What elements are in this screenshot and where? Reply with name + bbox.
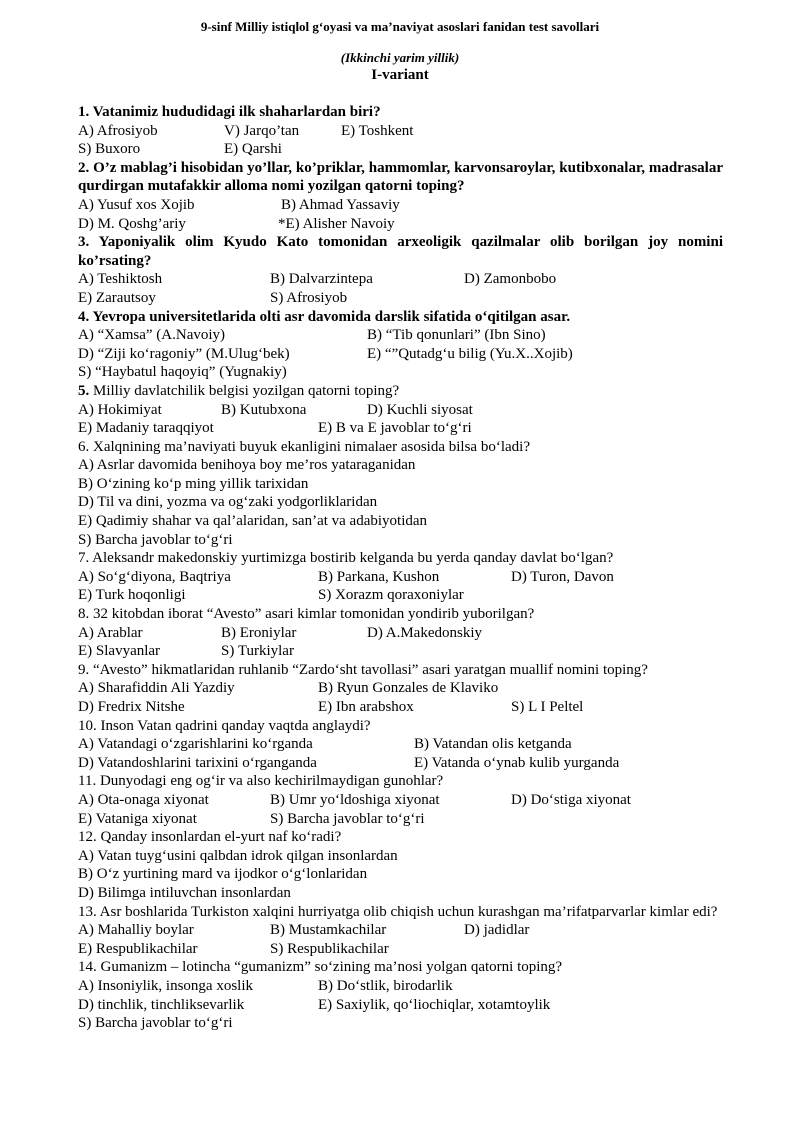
answer-option: E) Vataniga xiyonat (78, 810, 197, 827)
answer-option: E) Ibn arabshox (318, 699, 414, 715)
question-text: 8. 32 kitobdan iborat “Avesto” asari kimlar tomonidan yondirib yuborilgan? (78, 606, 535, 623)
answer-row (78, 401, 723, 420)
answer-row (78, 1014, 723, 1033)
answer-option: S) Barcha javoblar to‘g‘ri (270, 810, 425, 827)
answer-option: E) Turk hoqonligi (78, 587, 186, 604)
answer-option: B) O‘zining ko‘p ming yillik tarixidan (78, 475, 309, 492)
question-3 (78, 233, 723, 307)
answer-option: E) B va E javoblar to‘g‘ri (318, 420, 472, 437)
answer-option: E) Madaniy taraqqiyot (78, 420, 214, 437)
question-5 (78, 382, 723, 438)
answer-option: S) Afrosiyob (270, 289, 348, 306)
question-text: 13. Asr boshlarida Turkiston xalqini hurriyatga olib chiqish uchun kurashgan ma’rifatparvarlar kimlar edi? (78, 903, 718, 920)
question-2 (78, 159, 723, 233)
answer-option: D) Vatandoshlarini tarixini o‘rganganda (78, 754, 317, 771)
question-10 (78, 717, 723, 773)
answer-row (78, 996, 723, 1015)
answer-option: D) Do‘stiga xiyonat (511, 791, 631, 808)
answer-option: D) Turon, Davon (511, 568, 614, 585)
answer-option: D) A.Makedonskiy (367, 624, 482, 641)
answer-option: A) Insoniylik, insonga xoslik (78, 977, 253, 994)
answer-option: D) Kuchli siyosat (367, 401, 473, 418)
question-body: Milliy davlatchilik belgisi yozilgan qatorni toping? (89, 382, 400, 399)
answer-row (78, 289, 723, 308)
answer-option: A) So‘g‘diyona, Baqtriya (78, 568, 231, 585)
answer-option: S) Xorazm qoraxoniylar (318, 587, 464, 604)
answer-option: B) Do‘stlik, birodarlik (318, 977, 453, 994)
answer-option: V) Jarqo’tan (224, 122, 300, 139)
answer-row (78, 754, 723, 773)
answer-row (78, 140, 723, 159)
answer-row (78, 940, 723, 959)
answer-row (78, 624, 723, 643)
question-text: 2. O’z mablag’i hisobidan yo’llar, ko’priklar, hammomlar, karvonsaroylar, kutibxonalar, madrasalar qurdirgan mutafakkir alloma nomi yozilgan qatorni toping? (78, 159, 723, 195)
answer-option: A) Hokimiyat (78, 401, 162, 418)
answer-option: E) Respublikachilar (78, 940, 198, 957)
answer-row (78, 810, 723, 829)
question-text (78, 382, 723, 401)
answer-option: E) Vatanda o‘ynab kulib yurganda (414, 754, 620, 771)
question-7 (78, 549, 723, 605)
answer-row (78, 679, 723, 698)
answer-option: A) Afrosiyob (78, 122, 158, 139)
answer-row (78, 586, 723, 605)
question-text: 14. Gumanizm – lotincha “gumanizm” so‘zining ma’nosi yolgan qatorni toping? (78, 959, 563, 976)
answer-row (78, 363, 723, 382)
answer-option: A) Yusuf xos Xojib (78, 196, 195, 213)
answer-row (78, 326, 723, 345)
answer-row (78, 196, 723, 215)
answer-option: D) M. Qoshg’ariy (78, 215, 186, 232)
answer-option: B) “Tib qonunlari” (Ibn Sino) (367, 327, 546, 344)
answer-row (78, 568, 723, 587)
answer-option: A) Vatandagi o‘zgarishlarini ko‘rganda (78, 736, 313, 753)
answer-row (78, 215, 723, 234)
answer-option: B) Parkana, Kushon (318, 568, 440, 585)
question-list (78, 103, 723, 1033)
question-8 (78, 605, 723, 661)
answer-option: A) Sharafiddin Ali Yazdiy (78, 680, 235, 697)
question-text: 4. Yevropa universitetlarida olti asr davomida darslik sifatida o‘qitilgan asar. (78, 308, 571, 325)
answer-row (78, 345, 723, 364)
answer-option: B) Ryun Gonzales de Klaviko (318, 680, 499, 697)
answer-option: D) Til va dini, yozma va og‘zaki yodgorliklaridan (78, 494, 378, 511)
answer-option: A) “Xamsa” (A.Navoiy) (78, 327, 226, 344)
answer-option: B) Eroniylar (221, 624, 297, 641)
answer-option: S) L I Peltel (511, 699, 584, 715)
answer-option: S) Respublikachilar (270, 940, 389, 957)
question-text: 3. Yaponiyalik olim Kyudo Kato tomonidan arxeoligik qazilmalar olib borilgan joy nomini ko’rsating? (78, 234, 723, 269)
answer-option: A) Teshiktosh (78, 271, 163, 288)
question-text: 11. Dunyodagi eng og‘ir va also kechirilmaydigan gunohlar? (78, 773, 444, 790)
question-text: 6. Xalqnining ma’naviyati buyuk ekanligini nimalaer asosida bilsa bo‘ladi? (78, 438, 530, 455)
answer-option: A) Asrlar davomida benihoya boy me’ros yataraganidan (78, 457, 416, 474)
answer-option: *E) Alisher Navoiy (278, 215, 395, 232)
answer-row (78, 270, 723, 289)
answer-option: D) Zamonbobo (464, 271, 557, 288)
answer-option: D) Fredrix Nitshe (78, 699, 185, 715)
document-title: 9-sinf Milliy istiqlol g‘oyasi va ma’naviyat asoslari fanidan test savollari (200, 19, 600, 34)
question-6 (78, 438, 723, 550)
answer-row (78, 419, 723, 438)
answer-option: B) Kutubxona (221, 401, 307, 418)
question-1 (78, 103, 723, 159)
answer-option: B) Ahmad Yassaviy (281, 196, 400, 213)
answer-option: E) Saxiylik, qo‘liochiqlar, xotamtoylik (318, 996, 551, 1013)
answer-option: S) “Haybatul haqoyiq” (Yugnakiy) (78, 364, 287, 381)
question-number: 5. (78, 382, 90, 399)
answer-option: E) Zarautsoy (78, 289, 156, 306)
answer-row (78, 122, 723, 141)
answer-option: S) Barcha javoblar to‘g‘ri (78, 1015, 233, 1032)
answer-option: B) O‘z yurtining mard va ijodkor o‘g‘lonlaridan (78, 866, 368, 883)
answer-option: D) “Ziji ko‘ragoniy” (M.Ulug‘bek) (78, 345, 290, 362)
answer-option: S) Turkiylar (221, 643, 294, 660)
question-4 (78, 308, 723, 382)
answer-row (78, 642, 723, 661)
answer-option: A) Mahalliy boylar (78, 922, 194, 939)
answer-option: A) Vatan tuyg‘usini qalbdan idrok qilgan insonlardan (78, 847, 398, 864)
answer-option: D) jadidlar (464, 922, 530, 939)
document-subtitle: (Ikkinchi yarim yillik) (340, 50, 460, 65)
question-12 (78, 828, 723, 902)
answer-option: B) Dalvarzintepa (270, 271, 373, 288)
answer-option: S) Buxoro (78, 141, 141, 158)
answer-option: E) Qarshi (224, 141, 282, 158)
question-text: 1. Vatanimiz hududidagi ilk shaharlardan biri? (78, 104, 381, 120)
answer-option: E) Qadimiy shahar va qal’alaridan, san’at va adabiyotidan (78, 513, 428, 530)
answer-row (78, 698, 723, 717)
answer-option: D) tinchlik, tinchliksevarlik (78, 996, 245, 1013)
question-13 (78, 903, 723, 959)
answer-row (78, 791, 723, 810)
answer-option: B) Mustamkachilar (270, 922, 387, 939)
variant-heading: I-variant (371, 67, 429, 83)
question-text: 10. Inson Vatan qadrini qanday vaqtda anglaydi? (78, 717, 371, 734)
answer-row (78, 977, 723, 996)
question-14 (78, 958, 723, 1032)
question-text: 12. Qanday insonlardan el-yurt naf ko‘radi? (78, 829, 342, 846)
answer-option: E) Slavyanlar (78, 643, 161, 660)
answer-option: B) Vatandan olis ketganda (414, 736, 572, 753)
answer-option: A) Arablar (78, 624, 143, 641)
answer-option: S) Barcha javoblar to‘g‘ri (78, 531, 233, 548)
answer-row (78, 735, 723, 754)
question-9 (78, 661, 723, 717)
question-text: 9. “Avesto” hikmatlaridan ruhlanib “Zardo‘sht tavollasi” asari yaratgan muallif nomini toping? (78, 661, 648, 678)
question-text: 7. Aleksandr makedonskiy yurtimizga bostirib kelganda bu yerda qanday davlat bo‘lgan? (78, 550, 614, 567)
answer-option: E) “”Qutadg‘u bilig (Yu.X..Xojib) (367, 345, 573, 362)
question-11 (78, 772, 723, 828)
answer-option: B) Umr yo‘ldoshiga xiyonat (270, 791, 440, 808)
answer-row (78, 921, 723, 940)
answer-option: D) Bilimga intiluvchan insonlardan (78, 884, 291, 901)
answer-option: E) Toshkent (341, 122, 414, 139)
answer-option: A) Ota-onaga xiyonat (78, 791, 209, 808)
